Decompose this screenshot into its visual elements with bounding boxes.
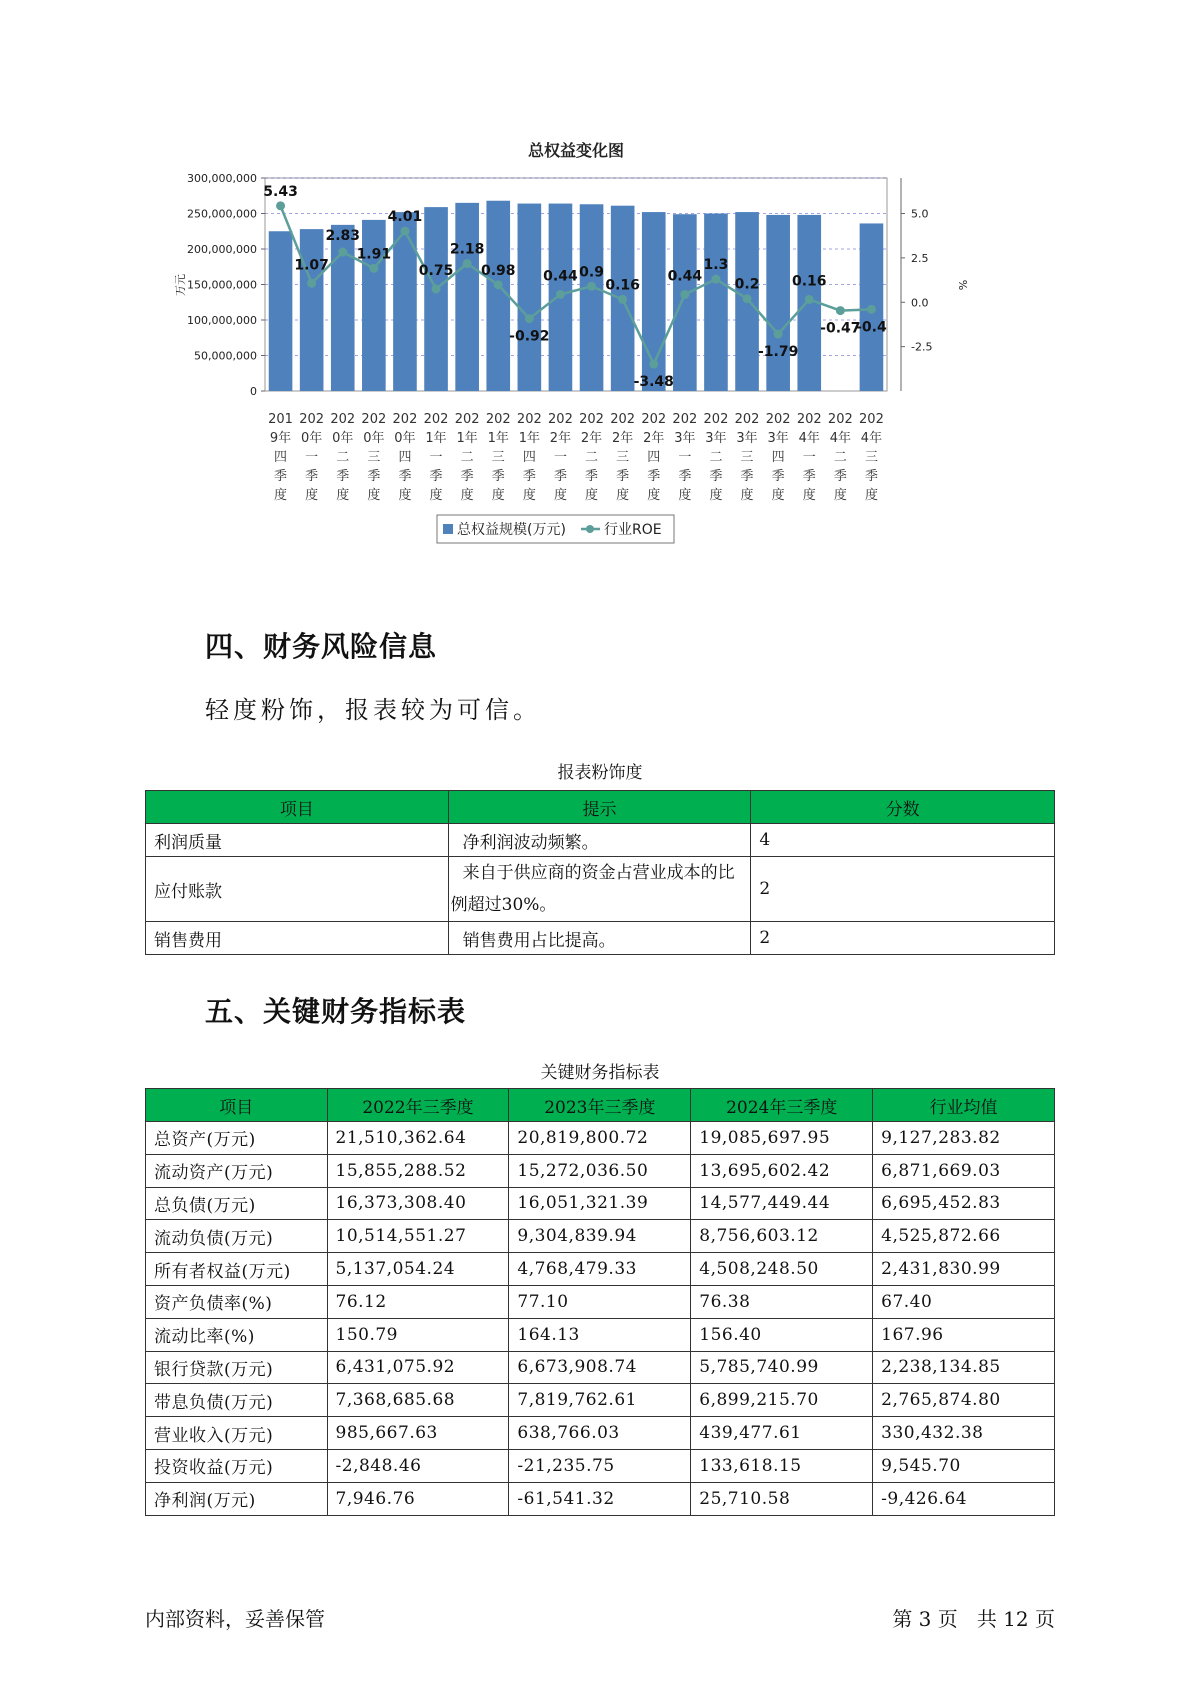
kpi-industry-avg-cell: 6,695,452.83 [873, 1187, 1055, 1220]
roe-point [494, 280, 503, 289]
legend-bar-swatch [443, 524, 453, 534]
kpi-2024q3-cell: 6,899,215.70 [691, 1384, 873, 1417]
roe-data-label: 0.98 [480, 262, 516, 279]
kpi-industry-avg-cell: 6,871,669.03 [873, 1154, 1055, 1187]
x-axis-tick-label: 1年 [425, 431, 447, 446]
kpi-2024q3-cell: 8,756,603.12 [691, 1220, 873, 1253]
footer-confidential: 内部资料，妥善保管 [145, 1607, 325, 1631]
x-axis-tick-label: 季 [429, 469, 443, 484]
bar [704, 214, 728, 392]
roe-data-label: 4.01 [387, 209, 423, 226]
x-axis-tick-label: 季 [398, 469, 412, 484]
x-axis-tick-label: 度 [305, 488, 319, 503]
risk-hint-cell: 来自于供应商的资金占营业成本的比例超过30%。 [448, 857, 751, 922]
x-axis-tick-label: 度 [864, 488, 878, 503]
table-row [146, 1449, 1055, 1482]
kpi-2024q3-cell: 76.38 [691, 1285, 873, 1318]
kpi-2024q3-cell: 19,085,697.95 [691, 1122, 873, 1155]
kpi-2023q3-cell: 77.10 [509, 1285, 691, 1318]
x-axis-tick-label: 度 [429, 488, 443, 503]
roe-data-label: 0.2 [734, 276, 760, 293]
right-axis-label: % [956, 279, 969, 291]
x-axis-tick-label: 三 [864, 450, 878, 465]
x-axis-tick-label: 季 [740, 469, 754, 484]
kpi-item-cell: 流动资产(万元) [146, 1154, 328, 1187]
x-axis-tick-label: 2年 [580, 431, 603, 446]
x-axis-tick-label: 季 [491, 469, 505, 484]
table-row [146, 1384, 1055, 1417]
kpi-item-cell: 营业收入(万元) [146, 1417, 328, 1450]
left-axis-tick-label: 300,000,000 [187, 172, 257, 185]
x-axis-tick-label: 季 [678, 469, 692, 484]
kpi-2023q3-cell: 9,304,839.94 [509, 1220, 691, 1253]
x-axis-tick-label: 二 [833, 450, 847, 465]
x-axis-tick-label: 4年 [860, 431, 883, 446]
kpi-industry-avg-cell: 9,545.70 [873, 1449, 1055, 1482]
x-axis-tick-label: 季 [833, 469, 847, 484]
kpi-2024q3-cell: 5,785,740.99 [691, 1351, 873, 1384]
roe-data-label: 5.43 [263, 183, 298, 200]
roe-data-label: 0.9 [579, 264, 604, 281]
x-axis-tick-label: 一 [802, 450, 816, 465]
kpi-2022q3-cell: 15,855,288.52 [327, 1154, 509, 1187]
roe-point [525, 314, 534, 323]
x-axis-tick-label: 二 [460, 450, 474, 465]
kpi-header-2024q3: 2024年三季度 [691, 1089, 873, 1122]
x-axis-tick-label: 度 [709, 488, 723, 503]
kpi-table-caption: 关键财务指标表 [540, 1063, 660, 1083]
x-axis-tick-label: 季 [522, 469, 536, 484]
x-axis-tick-label: 3年 [736, 431, 758, 446]
roe-point [432, 284, 441, 293]
roe-data-label: -0.4 [856, 319, 887, 336]
x-axis-tick-label: 202 [423, 412, 449, 427]
x-axis-tick-label: 1年 [487, 431, 509, 446]
kpi-2024q3-cell: 439,477.61 [691, 1417, 873, 1450]
risk-hint-cell: 销售费用占比提高。 [448, 922, 751, 955]
kpi-item-cell: 净利润(万元) [146, 1482, 328, 1515]
x-axis-tick-label: 四 [771, 450, 785, 465]
x-axis-tick-label: 度 [585, 488, 599, 503]
kpi-item-cell: 银行贷款(万元) [146, 1351, 328, 1384]
x-axis-tick-label: 二 [336, 450, 350, 465]
x-axis-tick-label: 202 [548, 412, 573, 427]
x-axis-tick-label: 202 [610, 412, 636, 427]
kpi-header-industry-avg: 行业均值 [873, 1089, 1055, 1122]
roe-point [338, 248, 347, 257]
kpi-industry-avg-cell: 2,431,830.99 [873, 1253, 1055, 1286]
equity-chart-svg [174, 140, 980, 600]
roe-point [711, 275, 720, 284]
bar [300, 229, 324, 391]
kpi-2023q3-cell: 4,768,479.33 [509, 1253, 691, 1286]
x-axis-tick-label: 202 [299, 412, 325, 427]
kpi-header-2022q3: 2022年三季度 [327, 1089, 509, 1122]
x-axis-tick-label: 三 [491, 450, 505, 465]
x-axis-tick-label: 一 [553, 450, 567, 465]
x-axis-tick-label: 度 [553, 488, 567, 503]
x-axis-tick-label: 1年 [456, 431, 478, 446]
kpi-industry-avg-cell: 2,765,874.80 [873, 1384, 1055, 1417]
x-axis-tick-label: 9年 [269, 431, 292, 446]
x-axis-tick-label: 三 [367, 450, 381, 465]
x-axis-tick-label: 季 [616, 469, 630, 484]
x-axis-tick-label: 度 [491, 488, 505, 503]
kpi-item-cell: 流动比率(%) [146, 1318, 328, 1351]
kpi-2022q3-cell: 985,667.63 [327, 1417, 509, 1450]
x-axis-tick-label: 季 [367, 469, 381, 484]
roe-point [400, 227, 409, 236]
x-axis-tick-label: 度 [647, 488, 661, 503]
roe-point [369, 264, 378, 273]
roe-point [276, 201, 285, 210]
roe-point [867, 305, 876, 314]
roe-point [618, 295, 627, 304]
x-axis-tick-label: 3年 [705, 431, 727, 446]
kpi-table [145, 1088, 1055, 1516]
x-axis-tick-label: 0年 [394, 431, 416, 446]
bar [486, 201, 510, 391]
x-axis-tick-label: 二 [585, 450, 599, 465]
table-row [146, 1253, 1055, 1286]
kpi-industry-avg-cell: 67.40 [873, 1285, 1055, 1318]
roe-data-label: 1.07 [294, 257, 329, 274]
roe-point [556, 290, 565, 299]
left-axis-tick-label: 50,000,000 [194, 349, 257, 363]
left-axis-label: 万元 [174, 274, 187, 296]
table-row [146, 1482, 1055, 1515]
roe-data-label: 1.91 [356, 246, 392, 263]
roe-data-label: 0.44 [543, 268, 578, 285]
x-axis-tick-label: 度 [616, 488, 630, 503]
kpi-2023q3-cell: -61,541.32 [509, 1482, 691, 1515]
kpi-2024q3-cell: 4,508,248.50 [691, 1253, 873, 1286]
x-axis-tick-label: 季 [460, 469, 474, 484]
table-row [146, 1122, 1055, 1155]
roe-data-label: 0.75 [418, 262, 454, 279]
x-axis-tick-label: 四 [522, 450, 536, 465]
x-axis-tick-label: 4年 [798, 431, 820, 446]
bar [766, 215, 790, 391]
x-axis-tick-label: 202 [859, 412, 884, 427]
x-axis-tick-label: 季 [585, 469, 599, 484]
left-axis-tick-label: 150,000,000 [187, 278, 257, 292]
x-axis-tick-label: 度 [833, 488, 847, 503]
x-axis-tick-label: 三 [616, 450, 630, 465]
x-axis-tick-label: 202 [703, 412, 729, 427]
risk-item-cell: 利润质量 [146, 824, 449, 857]
roe-data-label: 0.44 [667, 268, 703, 285]
x-axis-tick-label: 4年 [829, 431, 851, 446]
risk-score-cell: 2 [751, 922, 1055, 955]
section5-heading: 五、关键财务指标表 [205, 995, 467, 1028]
x-axis-tick-label: 202 [361, 412, 387, 427]
x-axis-tick-label: 度 [336, 488, 350, 503]
footer-page-number: 第 3 页 共 12 页 [892, 1607, 1055, 1631]
x-axis-tick-label: 202 [392, 412, 418, 427]
right-axis-tick-label: 5.0 [911, 207, 929, 221]
table-row [146, 1154, 1055, 1187]
x-axis-tick-label: 一 [305, 450, 319, 465]
x-axis-tick-label: 2年 [549, 431, 572, 446]
table-row [146, 1351, 1055, 1384]
x-axis-tick-label: 度 [460, 488, 474, 503]
risk-summary-text: 轻度粉饰，报表较为可信。 [205, 696, 541, 724]
bar [518, 204, 542, 391]
kpi-2022q3-cell: 6,431,075.92 [327, 1351, 509, 1384]
risk-hint-cell: 净利润波动频繁。 [448, 824, 751, 857]
risk-table-header-row [146, 791, 1055, 824]
roe-data-label: 2.18 [449, 241, 485, 258]
x-axis-tick-label: 202 [579, 412, 604, 427]
x-axis-tick-label: 季 [864, 469, 878, 484]
x-axis-tick-label: 202 [485, 412, 511, 427]
kpi-2023q3-cell: -21,235.75 [509, 1449, 691, 1482]
roe-point [587, 282, 596, 291]
kpi-2022q3-cell: -2,848.46 [327, 1449, 509, 1482]
kpi-2022q3-cell: 7,368,685.68 [327, 1384, 509, 1417]
x-axis-tick-label: 202 [330, 412, 356, 427]
kpi-2024q3-cell: 156.40 [691, 1318, 873, 1351]
x-axis-tick-label: 季 [647, 469, 661, 484]
kpi-industry-avg-cell: -9,426.64 [873, 1482, 1055, 1515]
risk-item-cell: 销售费用 [146, 922, 449, 955]
roe-point [649, 360, 658, 369]
kpi-industry-avg-cell: 167.96 [873, 1318, 1055, 1351]
x-axis-tick-label: 度 [398, 488, 412, 503]
right-axis-tick-label: -2.5 [911, 340, 933, 354]
table-row [146, 1285, 1055, 1318]
x-axis-tick-label: 四 [274, 450, 288, 465]
risk-table-caption: 报表粉饰度 [557, 763, 643, 783]
roe-data-label: 0.16 [605, 277, 640, 294]
kpi-2022q3-cell: 150.79 [327, 1318, 509, 1351]
bar [269, 231, 293, 391]
x-axis-tick-label: 202 [765, 412, 791, 427]
x-axis-tick-label: 一 [429, 450, 443, 465]
table-row [146, 1220, 1055, 1253]
roe-data-label: -0.47 [820, 320, 861, 337]
roe-data-label: -1.79 [757, 344, 799, 361]
kpi-header-2023q3: 2023年三季度 [509, 1089, 691, 1122]
kpi-table-body [146, 1122, 1055, 1516]
right-axis-tick-label: 0.0 [911, 296, 929, 310]
kpi-2022q3-cell: 16,373,308.40 [327, 1187, 509, 1220]
risk-header-score: 分数 [751, 791, 1055, 824]
x-axis-tick-label: 二 [709, 450, 723, 465]
table-row [146, 922, 1055, 955]
x-axis-tick-label: 季 [336, 469, 350, 484]
table-row [146, 1187, 1055, 1220]
kpi-industry-avg-cell: 4,525,872.66 [873, 1220, 1055, 1253]
kpi-2024q3-cell: 25,710.58 [691, 1482, 873, 1515]
x-axis-tick-label: 一 [678, 450, 692, 465]
kpi-industry-avg-cell: 9,127,283.82 [873, 1122, 1055, 1155]
bar [455, 203, 479, 391]
kpi-2023q3-cell: 7,819,762.61 [509, 1384, 691, 1417]
roe-data-label: 0.16 [791, 273, 827, 290]
x-axis-tick-label: 1年 [518, 431, 540, 446]
x-axis-tick-label: 度 [802, 488, 816, 503]
kpi-2022q3-cell: 10,514,551.27 [327, 1220, 509, 1253]
left-axis-tick-label: 100,000,000 [187, 314, 257, 327]
x-axis-tick-label: 度 [771, 488, 785, 503]
kpi-item-cell: 总资产(万元) [146, 1122, 328, 1155]
chart-title: 总权益变化图 [527, 141, 625, 160]
table-row [146, 824, 1055, 857]
kpi-table-header-row [146, 1089, 1055, 1122]
kpi-2023q3-cell: 16,051,321.39 [509, 1187, 691, 1220]
roe-point [836, 306, 845, 315]
roe-point [307, 279, 316, 288]
kpi-2022q3-cell: 76.12 [327, 1285, 509, 1318]
kpi-2023q3-cell: 638,766.03 [509, 1417, 691, 1450]
kpi-2022q3-cell: 5,137,054.24 [327, 1253, 509, 1286]
x-axis-tick-label: 202 [672, 412, 698, 427]
roe-data-label: -3.48 [633, 374, 674, 391]
x-axis-tick-label: 201 [268, 412, 293, 427]
x-axis-tick-label: 度 [367, 488, 381, 503]
x-axis-tick-label: 季 [553, 469, 567, 484]
x-axis-tick-label: 2年 [643, 431, 665, 446]
x-axis-tick-label: 度 [740, 488, 754, 503]
kpi-item-cell: 流动负债(万元) [146, 1220, 328, 1253]
right-axis-tick-label: 2.5 [911, 251, 929, 265]
kpi-item-cell: 所有者权益(万元) [146, 1253, 328, 1286]
x-axis-tick-label: 度 [522, 488, 536, 503]
x-axis-tick-label: 2年 [612, 431, 634, 446]
table-row [146, 1417, 1055, 1450]
bar [673, 214, 697, 391]
kpi-item-cell: 带息负债(万元) [146, 1384, 328, 1417]
roe-point [774, 330, 783, 339]
roe-data-label: 1.3 [703, 257, 729, 274]
roe-data-label: 2.83 [325, 228, 361, 245]
x-axis-tick-label: 202 [641, 412, 667, 427]
kpi-2023q3-cell: 15,272,036.50 [509, 1154, 691, 1187]
x-axis-tick-label: 3年 [767, 431, 789, 446]
x-axis-tick-label: 三 [740, 450, 754, 465]
kpi-2024q3-cell: 133,618.15 [691, 1449, 873, 1482]
table-row [146, 857, 1055, 922]
x-axis-tick-label: 0年 [363, 431, 385, 446]
kpi-header-item: 项目 [146, 1089, 328, 1122]
legend-line-marker [586, 525, 594, 533]
legend-line-label: 行业ROE [604, 522, 662, 538]
roe-data-label: -0.92 [509, 328, 550, 345]
kpi-2023q3-cell: 164.13 [509, 1318, 691, 1351]
equity-chart [174, 140, 980, 600]
left-axis-tick-label: 200,000,000 [187, 243, 257, 256]
x-axis-tick-label: 202 [734, 412, 760, 427]
kpi-industry-avg-cell: 2,238,134.85 [873, 1351, 1055, 1384]
kpi-item-cell: 投资收益(万元) [146, 1449, 328, 1482]
kpi-2024q3-cell: 14,577,449.44 [691, 1187, 873, 1220]
risk-item-cell: 应付账款 [146, 857, 449, 922]
x-axis-tick-label: 四 [398, 450, 412, 465]
x-axis-tick-label: 202 [796, 412, 822, 427]
roe-point [680, 290, 689, 299]
risk-score-cell: 2 [751, 857, 1055, 922]
x-axis-tick-label: 202 [454, 412, 480, 427]
x-axis-tick-label: 四 [647, 450, 661, 465]
kpi-2022q3-cell: 7,946.76 [327, 1482, 509, 1515]
kpi-2023q3-cell: 6,673,908.74 [509, 1351, 691, 1384]
kpi-item-cell: 资产负债率(%) [146, 1285, 328, 1318]
legend-bar-label: 总权益规模(万元) [457, 522, 566, 538]
left-axis-tick-label: 250,000,000 [187, 207, 257, 221]
roe-point [463, 259, 472, 268]
x-axis-tick-label: 0年 [301, 431, 323, 446]
x-axis-tick-label: 202 [516, 412, 542, 427]
risk-score-cell: 4 [751, 824, 1055, 857]
bar [580, 204, 604, 391]
x-axis-tick-label: 3年 [674, 431, 696, 446]
x-axis-tick-label: 度 [678, 488, 692, 503]
x-axis-tick-label: 季 [274, 469, 288, 484]
x-axis-tick-label: 季 [305, 469, 319, 484]
roe-point [805, 295, 814, 304]
x-axis-tick-label: 季 [771, 469, 785, 484]
x-axis-tick-label: 0年 [332, 431, 354, 446]
risk-header-item: 项目 [146, 791, 449, 824]
kpi-2022q3-cell: 21,510,362.64 [327, 1122, 509, 1155]
table-row [146, 1318, 1055, 1351]
kpi-2024q3-cell: 13,695,602.42 [691, 1154, 873, 1187]
left-axis-tick-label: 0 [250, 385, 257, 398]
roe-point [743, 294, 752, 303]
kpi-2023q3-cell: 20,819,800.72 [509, 1122, 691, 1155]
x-axis-tick-label: 度 [274, 488, 288, 503]
bar [424, 207, 448, 391]
bar [393, 212, 417, 391]
x-axis-tick-label: 季 [802, 469, 816, 484]
risk-table [145, 790, 1055, 955]
section4-heading: 四、财务风险信息 [205, 630, 438, 663]
kpi-item-cell: 总负债(万元) [146, 1187, 328, 1220]
x-axis-tick-label: 季 [709, 469, 723, 484]
risk-header-hint: 提示 [448, 791, 751, 824]
kpi-industry-avg-cell: 330,432.38 [873, 1417, 1055, 1450]
x-axis-tick-label: 202 [827, 412, 853, 427]
